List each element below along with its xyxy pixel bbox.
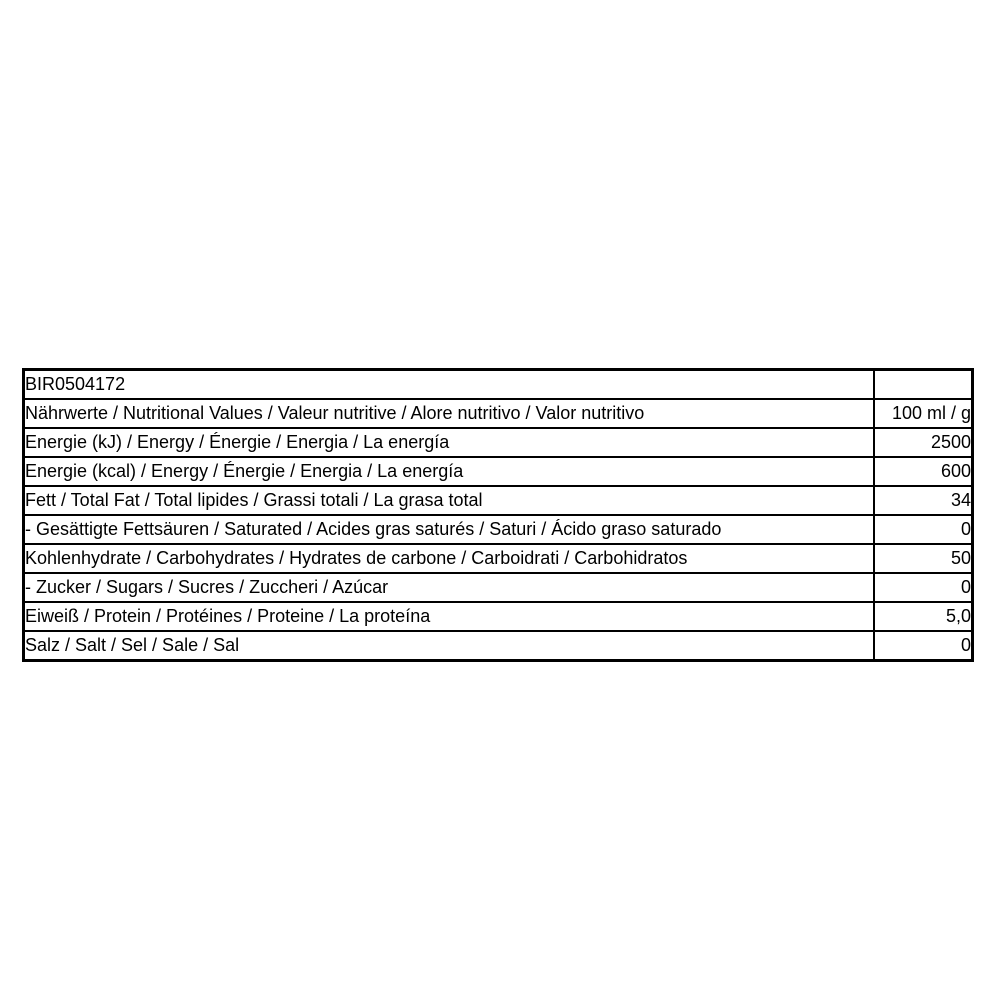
table-row-energy-kj bbox=[24, 428, 973, 457]
row-label: Eiweiß / Protein / Protéines / Proteine / La proteína bbox=[24, 602, 875, 631]
table-row-header bbox=[24, 399, 973, 428]
table-row-fat bbox=[24, 486, 973, 515]
row-value: 0 bbox=[874, 573, 973, 602]
table-row-sugars bbox=[24, 573, 973, 602]
table-row-energy-kcal bbox=[24, 457, 973, 486]
row-value-unit: 100 ml / g bbox=[874, 399, 973, 428]
table-row-salt bbox=[24, 631, 973, 661]
row-label: Salz / Salt / Sel / Sale / Sal bbox=[24, 631, 875, 661]
row-value: 34 bbox=[874, 486, 973, 515]
row-label: Energie (kJ) / Energy / Énergie / Energia / La energía bbox=[24, 428, 875, 457]
table-row-carbohydrates bbox=[24, 544, 973, 573]
row-label: Kohlenhydrate / Carbohydrates / Hydrates de carbone / Carboidrati / Carbohidratos bbox=[24, 544, 875, 573]
row-value: 0 bbox=[874, 515, 973, 544]
row-value: 0 bbox=[874, 631, 973, 661]
row-label: Nährwerte / Nutritional Values / Valeur nutritive / Alore nutritivo / Valor nutritivo bbox=[24, 399, 875, 428]
row-value bbox=[874, 370, 973, 400]
row-value: 5,0 bbox=[874, 602, 973, 631]
row-label: Energie (kcal) / Energy / Énergie / Energia / La energía bbox=[24, 457, 875, 486]
row-value: 600 bbox=[874, 457, 973, 486]
table-row-saturated-fat bbox=[24, 515, 973, 544]
table-row-product-code bbox=[24, 370, 973, 400]
row-value: 50 bbox=[874, 544, 973, 573]
row-label: - Zucker / Sugars / Sucres / Zuccheri / Azúcar bbox=[24, 573, 875, 602]
nutrition-table bbox=[22, 368, 974, 662]
row-label: BIR0504172 bbox=[24, 370, 875, 400]
row-value: 2500 bbox=[874, 428, 973, 457]
row-label: Fett / Total Fat / Total lipides / Grassi totali / La grasa total bbox=[24, 486, 875, 515]
row-label: - Gesättigte Fettsäuren / Saturated / Acides gras saturés / Saturi / Ácido graso saturado bbox=[24, 515, 875, 544]
table-row-protein bbox=[24, 602, 973, 631]
